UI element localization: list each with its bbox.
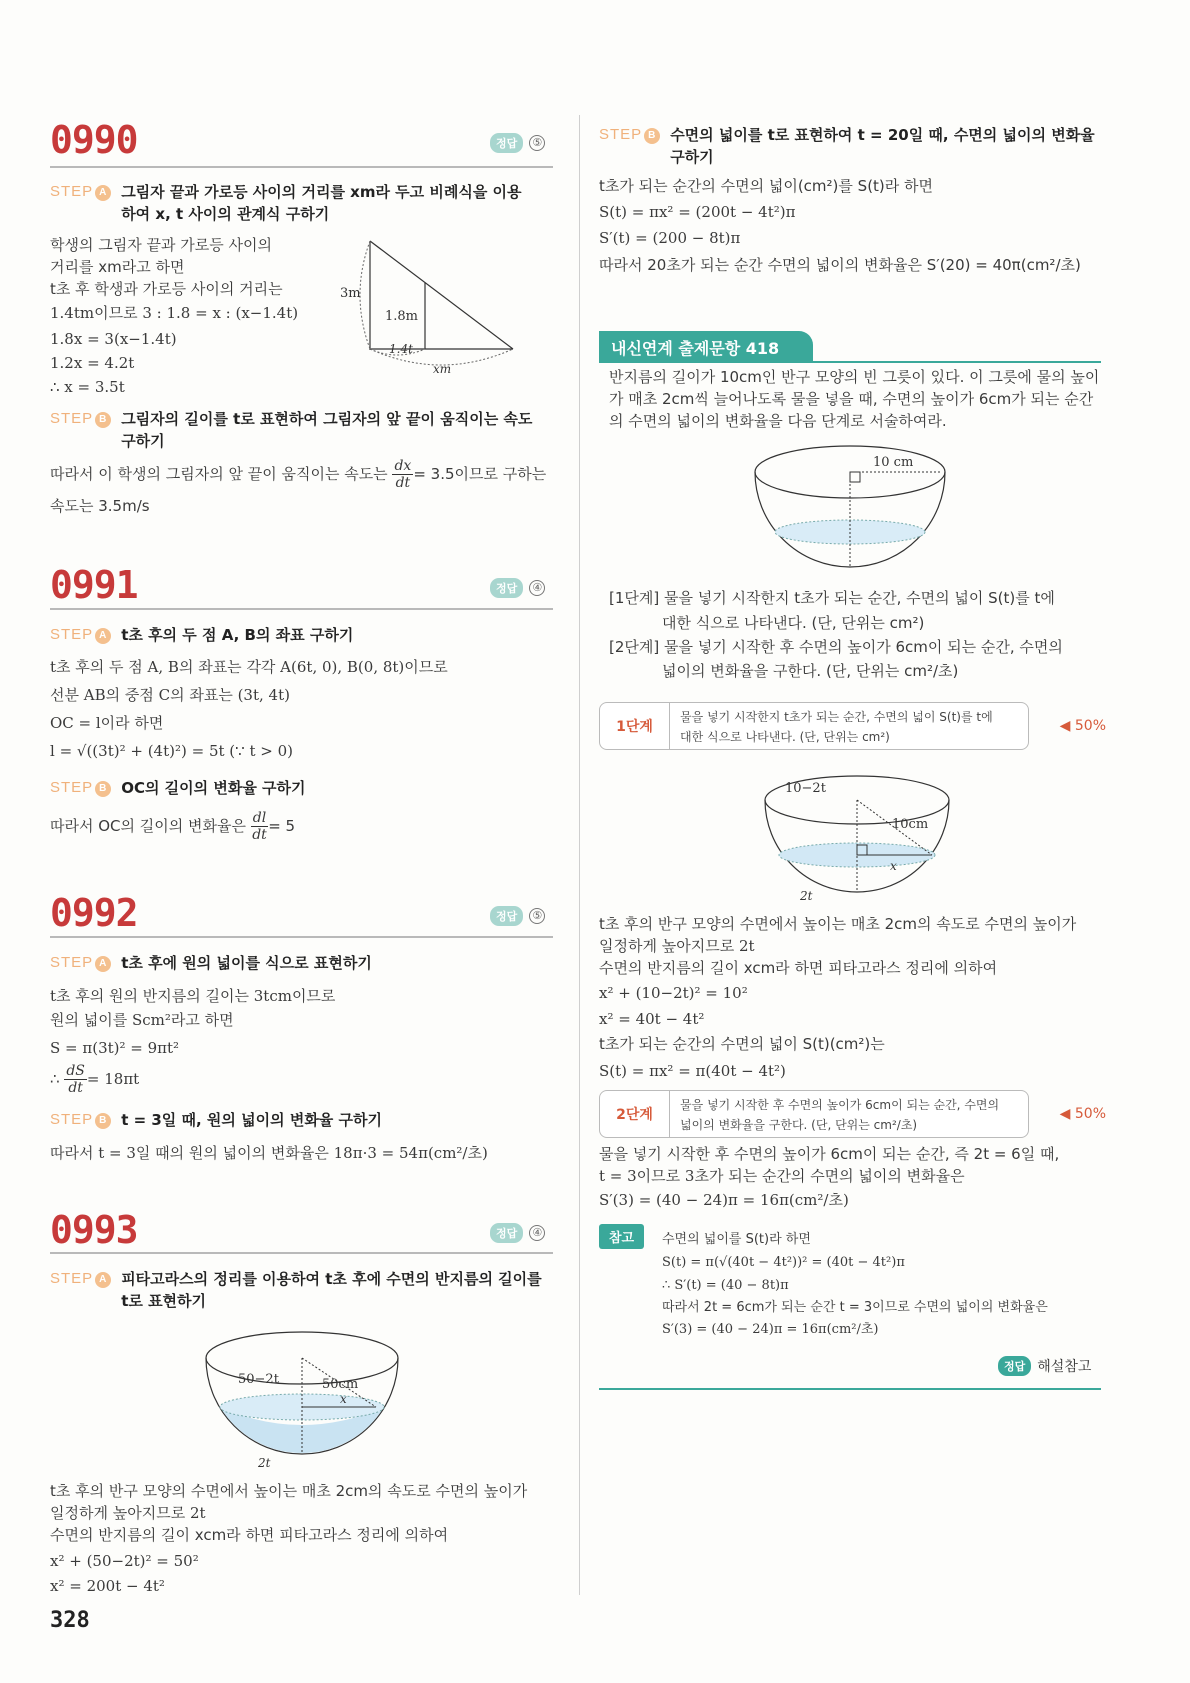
text-line: 일정하게 높아지므로 2t bbox=[50, 1504, 206, 1522]
note-line: ∴ S′(t) = (40 − 8t)π bbox=[662, 1278, 789, 1293]
text-line: S(t) = πx² = (200t − 4t²)π bbox=[599, 203, 796, 221]
answer-badge bbox=[490, 1223, 545, 1243]
answer-tag: 정답 bbox=[490, 578, 523, 598]
text-line: 학생의 그림자 끝과 가로등 사이의 bbox=[50, 236, 272, 254]
steps-desc: 대한 식으로 나타낸다. (단, 단위는 cm²) bbox=[662, 614, 925, 632]
text-line: 1.8x = 3(x−1.4t) bbox=[50, 330, 177, 348]
step-b-header bbox=[50, 408, 560, 452]
answer-tag: 정답 bbox=[998, 1356, 1031, 1376]
fig-label-2t: 2t bbox=[258, 1456, 271, 1470]
answer-value: ④ bbox=[529, 580, 545, 596]
conclusion-line: 따라서 이 학생의 그림자의 앞 끝이 움직이는 속도는 $\frac{dx}{dt}$ = 3.5이므로 구하는 bbox=[50, 458, 547, 491]
text-line: t초가 되는 순간의 수면의 넓이(cm²)를 S(t)라 하면 bbox=[599, 177, 934, 195]
step-b-header bbox=[50, 777, 560, 799]
answer-value: ④ bbox=[529, 1225, 545, 1241]
text-line: 선분 AB의 중점 C의 좌표는 (3t, 4t) bbox=[50, 686, 290, 704]
lamp-shadow-figure bbox=[335, 235, 530, 375]
right-angle-mark bbox=[850, 472, 860, 482]
fig-label-1-4t: 1.4t bbox=[389, 342, 413, 356]
problem-number: 0990 bbox=[50, 118, 138, 162]
note-line: 따라서 2t = 6cm가 되는 순간 t = 3이므로 수면의 넓이의 변화율은 bbox=[662, 1300, 1048, 1315]
stage-text: 물을 넣기 시작한지 t초가 되는 순간, 수면의 넓이 S(t)를 t에 대한 식으로 나타낸다. (단, 단위는 cm²) bbox=[680, 710, 993, 744]
answer-badge bbox=[490, 578, 545, 598]
step-label: STEP B bbox=[50, 408, 111, 430]
answer-tag: 정답 bbox=[490, 906, 523, 926]
solution-line: t = 3이므로 3초가 되는 순간의 수면의 넓이의 변화율은 bbox=[599, 1167, 965, 1185]
text-line: 수면의 반지름의 길이 xcm라 하면 피타고라스 정리에 의하여 bbox=[50, 1526, 449, 1544]
solution-line: t초가 되는 순간의 수면의 넓이 S(t)(cm²)는 bbox=[599, 1035, 885, 1053]
stage-label: 2단계 bbox=[600, 1091, 670, 1137]
solution-line: x² = 40t − 4t² bbox=[599, 1010, 705, 1028]
solution-line: S′(3) = (40 − 24)π = 16π(cm²/초) bbox=[599, 1191, 849, 1209]
text-line: t초 후 학생과 가로등 사이의 거리는 bbox=[50, 280, 283, 298]
divider bbox=[50, 936, 553, 938]
stage-percent: ◀ 50% bbox=[1059, 1106, 1106, 1122]
fig-label-x: x bbox=[340, 1392, 347, 1406]
step-title: 수면의 넓이를 t로 표현하여 t = 20일 때, 수면의 넓이의 변화율 구하기 bbox=[670, 126, 1095, 166]
fig-label-50-2t: 50−2t bbox=[238, 1372, 279, 1387]
steps-desc: [2단계] 물을 넣기 시작한 후 수면의 높이가 6cm이 되는 순간, 수면의 bbox=[609, 638, 1063, 656]
note-tag: 참고 bbox=[599, 1224, 644, 1249]
problem-text: 반지름의 길이가 10cm인 반구 모양의 빈 그릇이 있다. 이 그릇에 물의 높이 bbox=[609, 368, 1100, 386]
text-line: t초 후의 반구 모양의 수면에서 높이는 매초 2cm의 속도로 수면의 높이가 bbox=[50, 1482, 528, 1500]
solution-line: 물을 넣기 시작한 후 수면의 높이가 6cm이 되는 순간, 즉 2t = 6일 때, bbox=[599, 1145, 1060, 1163]
text-line: t초 후의 원의 반지름의 길이는 3tcm이므로 bbox=[50, 987, 336, 1005]
problem-number: 0993 bbox=[50, 1208, 138, 1252]
section-end-line bbox=[599, 1388, 1101, 1390]
solution-line: S(t) = πx² = π(40t − 4t²) bbox=[599, 1062, 786, 1080]
step-label: STEP B bbox=[50, 777, 111, 799]
fraction: $\frac{dl}{dt}$ bbox=[252, 810, 267, 843]
answer-tag: 정답 bbox=[490, 1223, 523, 1243]
related-problem-banner: 내신연계 출제문항 418 bbox=[599, 331, 813, 363]
step-label: STEP A bbox=[50, 181, 111, 203]
fig-label-50cm: 50cm bbox=[322, 1377, 359, 1392]
text-line: S = π(3t)² = 9πt² bbox=[50, 1039, 180, 1057]
text-line: OC = l이라 하면 bbox=[50, 714, 164, 732]
step-title: 피타고라스의 정리를 이용하여 t초 후에 수면의 반지름의 길이를 t로 표현하기 bbox=[121, 1270, 542, 1310]
steps-desc: 넓이의 변화율을 구한다. (단, 단위는 cm²/초) bbox=[662, 662, 959, 680]
divider bbox=[50, 166, 553, 168]
step-label: STEP B bbox=[599, 124, 660, 146]
text-line: 원의 넓이를 Scm²라고 하면 bbox=[50, 1011, 234, 1029]
fig-label-10-2t: 10−2t bbox=[785, 781, 826, 796]
steps-desc: [1단계] 물을 넣기 시작한지 t초가 되는 순간, 수면의 넓이 S(t)를 t에 bbox=[609, 589, 1055, 607]
step-b-header bbox=[50, 1109, 560, 1131]
step-a-header bbox=[50, 1268, 565, 1312]
conclusion-line: 속도는 3.5m/s bbox=[50, 497, 150, 515]
step-label: STEP A bbox=[50, 952, 111, 974]
text-line: t초 후의 두 점 A, B의 좌표는 각각 A(6t, 0), B(0, 8t)이므로 bbox=[50, 658, 448, 676]
note-line: S(t) = π(√(40t − 4t²))² = (40t − 4t²)π bbox=[662, 1255, 905, 1270]
stage-percent: ◀ 50% bbox=[1059, 718, 1106, 734]
stage-label: 1단계 bbox=[600, 703, 670, 749]
banner-underline bbox=[599, 361, 1101, 363]
step-title: t = 3일 때, 원의 넓이의 변화율 구하기 bbox=[121, 1111, 382, 1129]
conclusion-line: 따라서 OC의 길이의 변화율은 $\frac{dl}{dt}$ = 5 bbox=[50, 810, 296, 843]
fig-label-3m: 3m bbox=[340, 286, 361, 301]
problem-number: 0991 bbox=[50, 563, 138, 607]
fig-label-1-8m: 1.8m bbox=[385, 309, 419, 324]
text-line: 따라서 20초가 되는 순간 수면의 넓이의 변화율은 S′(20) = 40π(cm²/초) bbox=[599, 256, 1081, 274]
fig-label-10cm: 10 cm bbox=[873, 455, 914, 470]
text-line: 1.4tm이므로 3 : 1.8 = x : (x−1.4t) bbox=[50, 304, 299, 322]
fig-label-xm: xm bbox=[433, 362, 452, 375]
page-number: 328 bbox=[50, 1608, 90, 1633]
fig-label-2t: 2t bbox=[800, 889, 813, 903]
step-label: STEP B bbox=[50, 1109, 111, 1131]
step-title: t초 후의 두 점 A, B의 좌표 구하기 bbox=[121, 626, 354, 644]
text-line: l = √((3t)² + (4t)²) = 5t (∵ t > 0) bbox=[50, 742, 293, 760]
answer-value: ⑤ bbox=[529, 908, 545, 924]
bowl-water-figure bbox=[760, 770, 955, 910]
solution-line: 일정하게 높아지므로 2t bbox=[599, 937, 755, 955]
step-title: OC의 길이의 변화율 구하기 bbox=[121, 779, 306, 797]
note-line: S′(3) = (40 − 24)π = 16π(cm²/초) bbox=[662, 1322, 879, 1337]
problem-text: 의 수면의 넓이의 변화율을 다음 단계로 서술하여라. bbox=[609, 412, 947, 430]
answer-badge bbox=[490, 133, 545, 153]
arc-3m bbox=[360, 241, 370, 349]
step-b-header bbox=[599, 124, 1099, 168]
fig-label-10cm: 10cm bbox=[892, 817, 929, 832]
answer-value: ⑤ bbox=[529, 135, 545, 151]
solution-line: t초 후의 반구 모양의 수면에서 높이는 매초 2cm의 속도로 수면의 높이가 bbox=[599, 915, 1077, 933]
stage-text: 물을 넣기 시작한 후 수면의 높이가 6cm이 되는 순간, 수면의 넓이의 변화율을 구한다. (단, 단위는 cm²/초) bbox=[680, 1098, 1000, 1132]
text-line: 거리를 xm라고 하면 bbox=[50, 258, 185, 276]
stage-2-box bbox=[599, 1090, 1106, 1138]
answer-badge bbox=[490, 906, 545, 926]
text-line: x² + (50−2t)² = 50² bbox=[50, 1552, 199, 1570]
step-label: STEP A bbox=[50, 624, 111, 646]
conclusion-line: 따라서 t = 3일 때의 원의 넓이의 변화율은 18π·3 = 54π(cm²/초) bbox=[50, 1144, 488, 1162]
step-a-header bbox=[50, 181, 560, 225]
text-line: 1.2x = 4.2t bbox=[50, 354, 135, 372]
step-title: 그림자의 길이를 t로 표현하여 그림자의 앞 끝이 움직이는 속도 구하기 bbox=[121, 410, 533, 450]
column-divider bbox=[579, 115, 580, 1595]
fraction: $\frac{dS}{dt}$ bbox=[66, 1063, 85, 1096]
text-line: x² = 200t − 4t² bbox=[50, 1577, 165, 1595]
final-answer bbox=[998, 1356, 1091, 1376]
stage-1-box bbox=[599, 702, 1106, 750]
text-line: S′(t) = (200 − 8t)π bbox=[599, 229, 741, 247]
solution-line: 수면의 반지름의 길이 xcm라 하면 피타고라스 정리에 의하여 bbox=[599, 959, 998, 977]
answer-tag: 정답 bbox=[490, 133, 523, 153]
step-title: t초 후에 원의 넓이를 식으로 표현하기 bbox=[121, 954, 372, 972]
solution-line: x² + (10−2t)² = 10² bbox=[599, 984, 748, 1002]
problem-number: 0992 bbox=[50, 891, 138, 935]
text-line: ∴ x = 3.5t bbox=[50, 378, 125, 396]
step-a-header bbox=[50, 952, 560, 974]
derivative-line: ∴ $\frac{dS}{dt}$ = 18πt bbox=[50, 1063, 140, 1096]
final-answer-text: 해설참고 bbox=[1037, 1359, 1092, 1375]
divider bbox=[50, 1252, 553, 1254]
problem-text: 가 매초 2cm씩 늘어나도록 물을 넣을 때, 수면의 높이가 6cm가 되는 순간 bbox=[609, 390, 1094, 408]
note-line: 수면의 넓이를 S(t)라 하면 bbox=[662, 1232, 811, 1247]
divider bbox=[50, 608, 553, 610]
bowl-figure bbox=[750, 440, 950, 575]
fig-label-x: x bbox=[890, 859, 897, 873]
hemisphere-figure bbox=[200, 1325, 405, 1475]
step-label: STEP A bbox=[50, 1268, 111, 1290]
step-a-header bbox=[50, 624, 560, 646]
light-ray bbox=[370, 241, 513, 349]
step-title: 그림자 끝과 가로등 사이의 거리를 xm라 두고 비례식을 이용 하여 x, t 사이의 관계식 구하기 bbox=[121, 183, 522, 223]
fraction: $\frac{dx}{dt}$ bbox=[394, 458, 412, 491]
